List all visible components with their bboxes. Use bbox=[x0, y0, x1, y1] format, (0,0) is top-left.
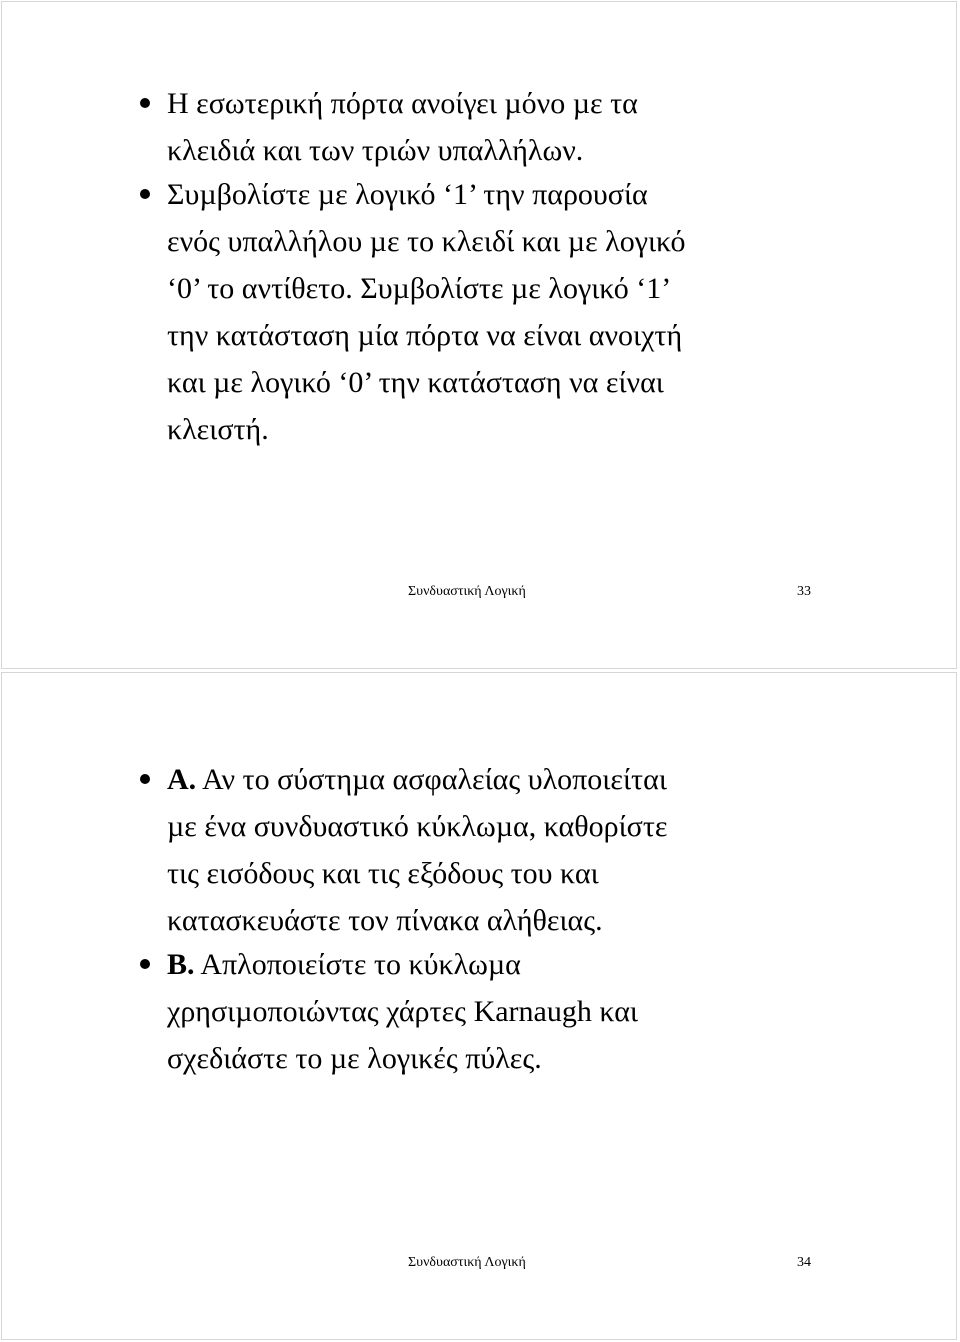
page-number: 33 bbox=[797, 584, 811, 599]
bullet-dot-icon bbox=[140, 774, 150, 784]
footer-title: Συνδυαστική Λογική bbox=[408, 1255, 526, 1270]
bullet-text bbox=[167, 756, 847, 944]
bullet-text: Συµβολίστε µε λογικό ‘1’ την παρουσία ενός υπαλλήλου µε το κλειδί και µε λογικό ‘0’ το αντίθετο. Συµβολίστε µε λογικό ‘1’ την κατάσταση µία πόρτα να είναι ανοιχτή και µε λογικό ‘0’ την κατάσταση να είναι κλειστή. bbox=[167, 178, 686, 446]
bullet-label: Β. bbox=[167, 948, 195, 981]
bullet-label: Α. bbox=[167, 763, 197, 796]
slide-33 bbox=[1, 1, 957, 669]
bullet-body: Απλοποιείστε το κύκλωµα χρησιµοποιώντας χάρτες Karnaugh και σχεδιάστε το µε λογικές πύλες. bbox=[167, 948, 638, 1075]
bullet-dot-icon bbox=[140, 189, 150, 199]
bullet-text: Η εσωτερική πόρτα ανοίγει µόνο µε τα κλειδιά και των τριών υπαλλήλων. bbox=[167, 87, 638, 167]
page-number: 34 bbox=[797, 1255, 811, 1270]
footer-title: Συνδυαστική Λογική bbox=[408, 584, 526, 599]
bullet-body: Αν το σύστηµα ασφαλείας υλοποιείται µε ένα συνδυαστικό κύκλωµα, καθορίστε τις εισόδους και τις εξόδους του και κατασκευάστε τον πίνακα αλήθειας. bbox=[167, 763, 668, 937]
bullet-dot-icon bbox=[140, 98, 150, 108]
slide-34 bbox=[1, 672, 957, 1340]
bullet-text bbox=[167, 941, 847, 1082]
bullet-dot-icon bbox=[140, 959, 150, 969]
